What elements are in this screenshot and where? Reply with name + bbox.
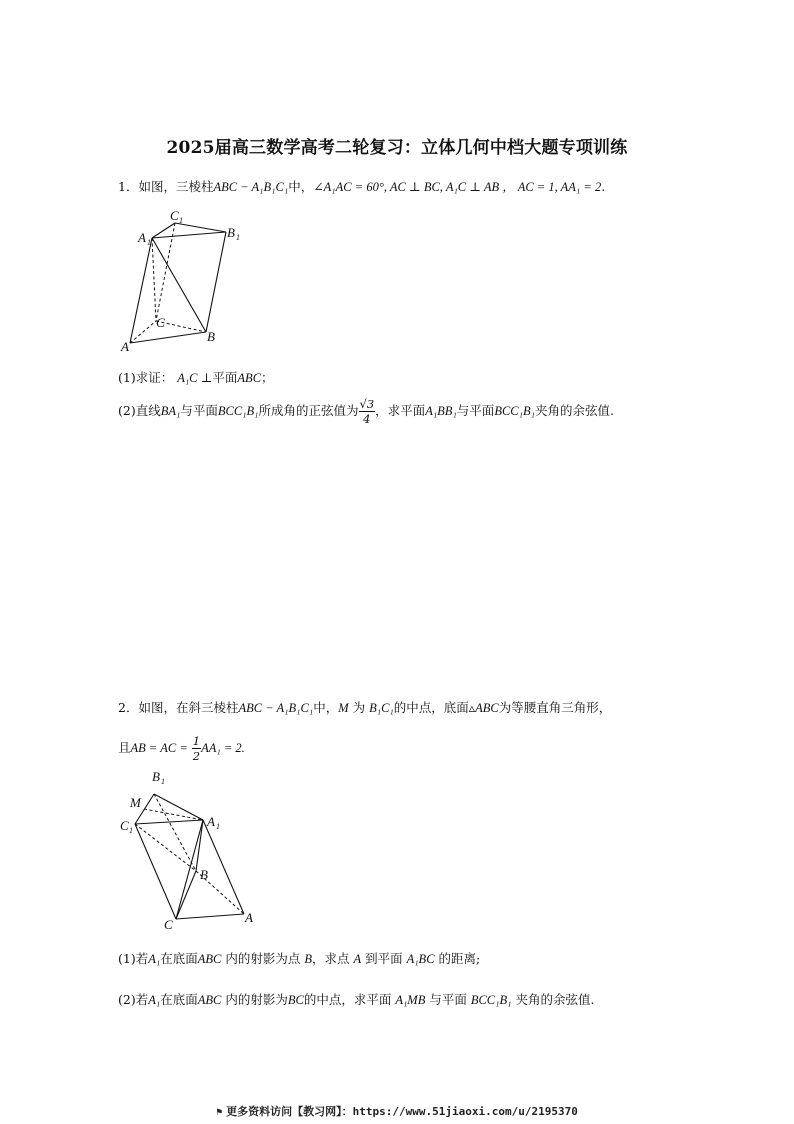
q2-line2-tail: AA₁ = 2. — [201, 741, 245, 755]
q2-part1-m2: ABC — [197, 952, 222, 966]
fig2-label-b1: B — [152, 769, 160, 784]
q2-part1-m3: B — [304, 952, 312, 966]
fig1-sub-a1: 1 — [147, 238, 151, 247]
q2-part2 — [118, 990, 594, 1008]
fig1-label-b1: B — [227, 225, 235, 240]
fig2-sub-a1: 1 — [216, 822, 220, 831]
q1-prism-figure — [118, 205, 258, 355]
q2-line2-math: AB = AC = — [130, 741, 188, 755]
q1-part2-line: BA₁ — [160, 404, 181, 418]
q1-number: 1． — [118, 179, 139, 194]
fig1-sub-c1: 1 — [179, 216, 183, 225]
q2-part1-a: (1)若 — [118, 951, 149, 966]
q2-part2-m3: BC — [287, 993, 304, 1007]
q2-frac-num: 1 — [192, 734, 201, 748]
q2-part1-m1: A₁ — [148, 952, 161, 966]
q2-part1-m5: A₁BC — [406, 952, 435, 966]
q2-part2-m5: BCC₁B₁ — [470, 993, 512, 1007]
q1-frac-num: √3 — [359, 397, 375, 411]
q1-part2-t4: 与平面 — [456, 403, 495, 418]
q1-part1-end: ； — [261, 370, 274, 385]
q1-prism: ABC − A₁B₁C₁ — [213, 180, 289, 194]
q2-part1-c: 内的射影为点 — [225, 951, 301, 966]
q2-part1-e: 到平面 — [365, 951, 403, 966]
q1-part2-t1: 与平面 — [180, 403, 218, 418]
fig1-sub-b1: 1 — [236, 233, 240, 242]
flag-icon: ⚑ — [216, 1107, 223, 1118]
q1-part1 — [118, 368, 274, 386]
q2-t4: 为等腰直角三角形， — [498, 700, 612, 715]
q2-fraction — [192, 734, 201, 763]
q2-tri: ▵ABC — [468, 701, 499, 715]
q2-part2-m2: ABC — [197, 993, 222, 1007]
q1-part2-t3: ，求平面 — [375, 403, 426, 418]
q1-part1-prefix: (1)求证： — [118, 370, 174, 385]
q1-stem — [118, 177, 605, 195]
q2-m: M — [338, 701, 349, 715]
q1-frac-den: 4 — [363, 412, 371, 426]
q1-part2-plane1: BCC₁B₁ — [217, 404, 259, 418]
fig1-label-a: A — [121, 339, 129, 354]
q2-bc: B₁C₁ — [369, 701, 394, 715]
q1-part2 — [118, 397, 614, 426]
q2-prism: ABC − A₁B₁C₁ — [238, 701, 314, 715]
q2-part2-e: 与平面 — [429, 992, 467, 1007]
q1-part1-plane: ABC — [237, 371, 262, 385]
q2-part1-f: 的距离; — [438, 951, 481, 966]
q2-part2-m4: A₁MB — [395, 993, 426, 1007]
q2-part2-f: 夹角的余弦值. — [515, 992, 595, 1007]
fig2-label-b: B — [200, 867, 208, 882]
q2-part1-d: ，求点 — [311, 951, 350, 966]
q2-part2-b: 在底面 — [160, 992, 198, 1007]
q2-prism-figure — [118, 767, 268, 932]
q2-part1-m4: A — [353, 952, 362, 966]
q2-line2 — [118, 734, 245, 763]
q2-part2-c: 内的射影为 — [225, 992, 288, 1007]
fig1-label-c1: C — [170, 208, 179, 223]
q2-t3: 的中点，底面 — [393, 700, 469, 715]
q1-part2-t2: 所成角的正弦值为 — [258, 403, 359, 418]
q1-part2-plane2: A₁BB₁ — [425, 404, 457, 418]
q1-part1-text: 平面 — [212, 370, 238, 385]
page-title: 2025届高三数学高考二轮复习：立体几何中档大题专项训练 — [166, 138, 628, 158]
q1-intro: 如图，三棱柱 — [138, 179, 214, 194]
fig2-label-a1: A — [207, 814, 215, 829]
q2-t1: 中， — [313, 700, 339, 715]
q2-part1 — [118, 949, 480, 967]
q2-part1-b: 在底面 — [160, 951, 198, 966]
q1-part1-math: A₁C ⊥ — [177, 371, 213, 385]
q1-fraction — [359, 397, 376, 426]
fig2-label-m: M — [130, 795, 141, 810]
q1-mid: 中， — [288, 179, 314, 194]
q2-number: 2． — [118, 700, 139, 715]
fig1-label-a1: A — [138, 230, 146, 245]
q2-frac-den: 2 — [192, 749, 201, 763]
q2-line2-prefix: 且 — [118, 740, 131, 755]
fig2-label-c1: C — [120, 818, 129, 833]
q2-part2-a: (2)若 — [118, 992, 149, 1007]
fig2-sub-c1: 1 — [129, 826, 133, 835]
q2-intro: 如图，在斜三棱柱 — [138, 700, 239, 715]
footer-link[interactable] — [0, 1103, 794, 1119]
fig1-label-b: B — [207, 329, 215, 344]
fig2-label-c: C — [164, 917, 173, 932]
q1-part2-prefix: (2)直线 — [118, 403, 161, 418]
q1-end: . — [601, 179, 606, 194]
q2-part2-m1: A₁ — [148, 993, 161, 1007]
q1-part2-plane3: BCC₁B₁ — [494, 404, 535, 418]
fig1-label-c: C — [156, 315, 165, 330]
q2-stem — [118, 698, 611, 716]
footer-text: 更多资料访问【教习网】：https://www.51jiaoxi.com/u/2195370 — [226, 1105, 578, 1118]
q1-conditions: ∠A₁AC = 60°, AC ⊥ BC, A₁C ⊥ AB ， AC = 1, AA₁ = 2 — [313, 180, 602, 194]
q2-t2: 为 — [352, 700, 366, 715]
q2-part2-d: 的中点，求平面 — [303, 992, 392, 1007]
q1-part2-t5: 夹角的余弦值. — [534, 403, 614, 418]
fig2-sub-b1: 1 — [161, 777, 165, 786]
fig2-label-a: A — [245, 910, 253, 925]
